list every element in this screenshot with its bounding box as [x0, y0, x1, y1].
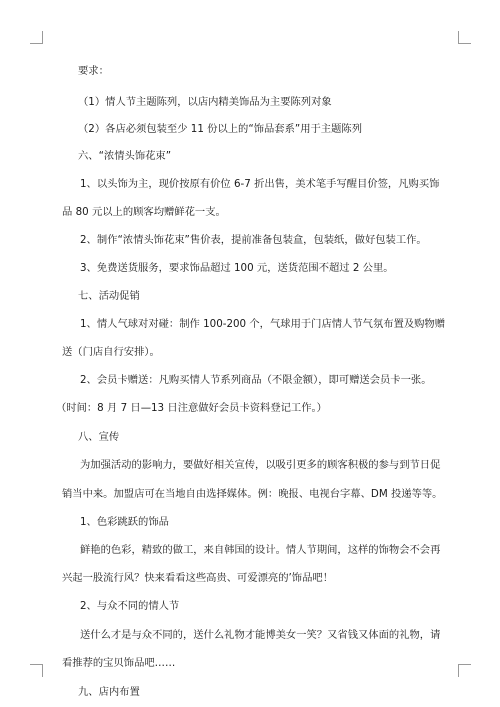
item-7-1-line-1: 1、情人气球对对碰：制作 100-200 个，气球用于门店情人节气氛布置及购物赠	[80, 318, 446, 330]
requirement-2: （2）各店必须包装至少 11 份以上的“饰品套系”用于主题陈列	[78, 123, 362, 135]
requirements-heading: 要求：	[78, 65, 109, 77]
subsection-8-2-line-2: 看推荐的宝贝饰品吧……	[62, 657, 176, 669]
item-6-3: 3、免费送货服务，要求饰品超过 100 元，送货范围不超过 2 公里。	[80, 262, 394, 274]
item-6-1-line-2: 品 80 元以上的顾客均赠鲜花一支。	[62, 206, 226, 218]
subsection-8-1-line-2: 兴起一股流行风？快来看看这些高贵、可爱漂亮的’饰品吧！	[62, 572, 333, 584]
requirement-1: （1）情人节主题陈列，以店内精美饰品为主要陈列对象	[78, 96, 332, 108]
subsection-8-1-line-1: 鲜艳的色彩，精致的做工，来自韩国的设计。情人节期间，这样的饰物会不会再	[80, 544, 441, 556]
subsection-8-2-heading: 2、与众不同的情人节	[80, 600, 180, 612]
section-nine-heading: 九、店内布置	[78, 686, 140, 698]
item-7-2-line-1: 2、会员卡赠送：凡购买情人节系列商品（不限金额），即可赠送会员卡一张。	[80, 374, 432, 386]
promotion-paragraph-line-1: 为加强活动的影响力，要做好相关宣传，以吸引更多的顾客积极的参与到节日促	[80, 459, 441, 471]
promotion-paragraph-line-2: 销当中来。加盟店可在当地自由选择媒体。例：晚报、电视台字幕、DM 投递等等。	[62, 488, 443, 500]
crop-mark-bottom-right	[458, 664, 471, 677]
section-six-heading: 六、“浓情头饰花束”	[78, 150, 172, 162]
crop-mark-top-right	[458, 31, 471, 44]
section-eight-heading: 八、宣传	[78, 431, 120, 443]
subsection-8-1-heading: 1、色彩跳跃的饰品	[80, 516, 169, 528]
item-7-2-line-2: （时间：8 月 7 日—13 日注意做好会员卡资料登记工作。）	[56, 402, 327, 414]
item-7-1-line-2: 送（门店自行安排）。	[62, 346, 160, 358]
section-seven-heading: 七、活动促销	[78, 290, 140, 302]
item-6-2: 2、制作“浓情头饰花束”售价表，提前准备包装盒，包装纸，做好包装工作。	[80, 234, 427, 246]
crop-mark-top-left	[30, 31, 43, 44]
crop-mark-bottom-left	[30, 664, 43, 677]
item-6-1-line-1: 1、以头饰为主，现价按原有价位 6-7 折出售，美术笔手写醒目价签，凡购买饰	[80, 178, 440, 190]
subsection-8-2-line-1: 送什么才是与众不同的，送什么礼物才能博美女一笑？又省钱又体面的礼物，请	[80, 629, 441, 641]
